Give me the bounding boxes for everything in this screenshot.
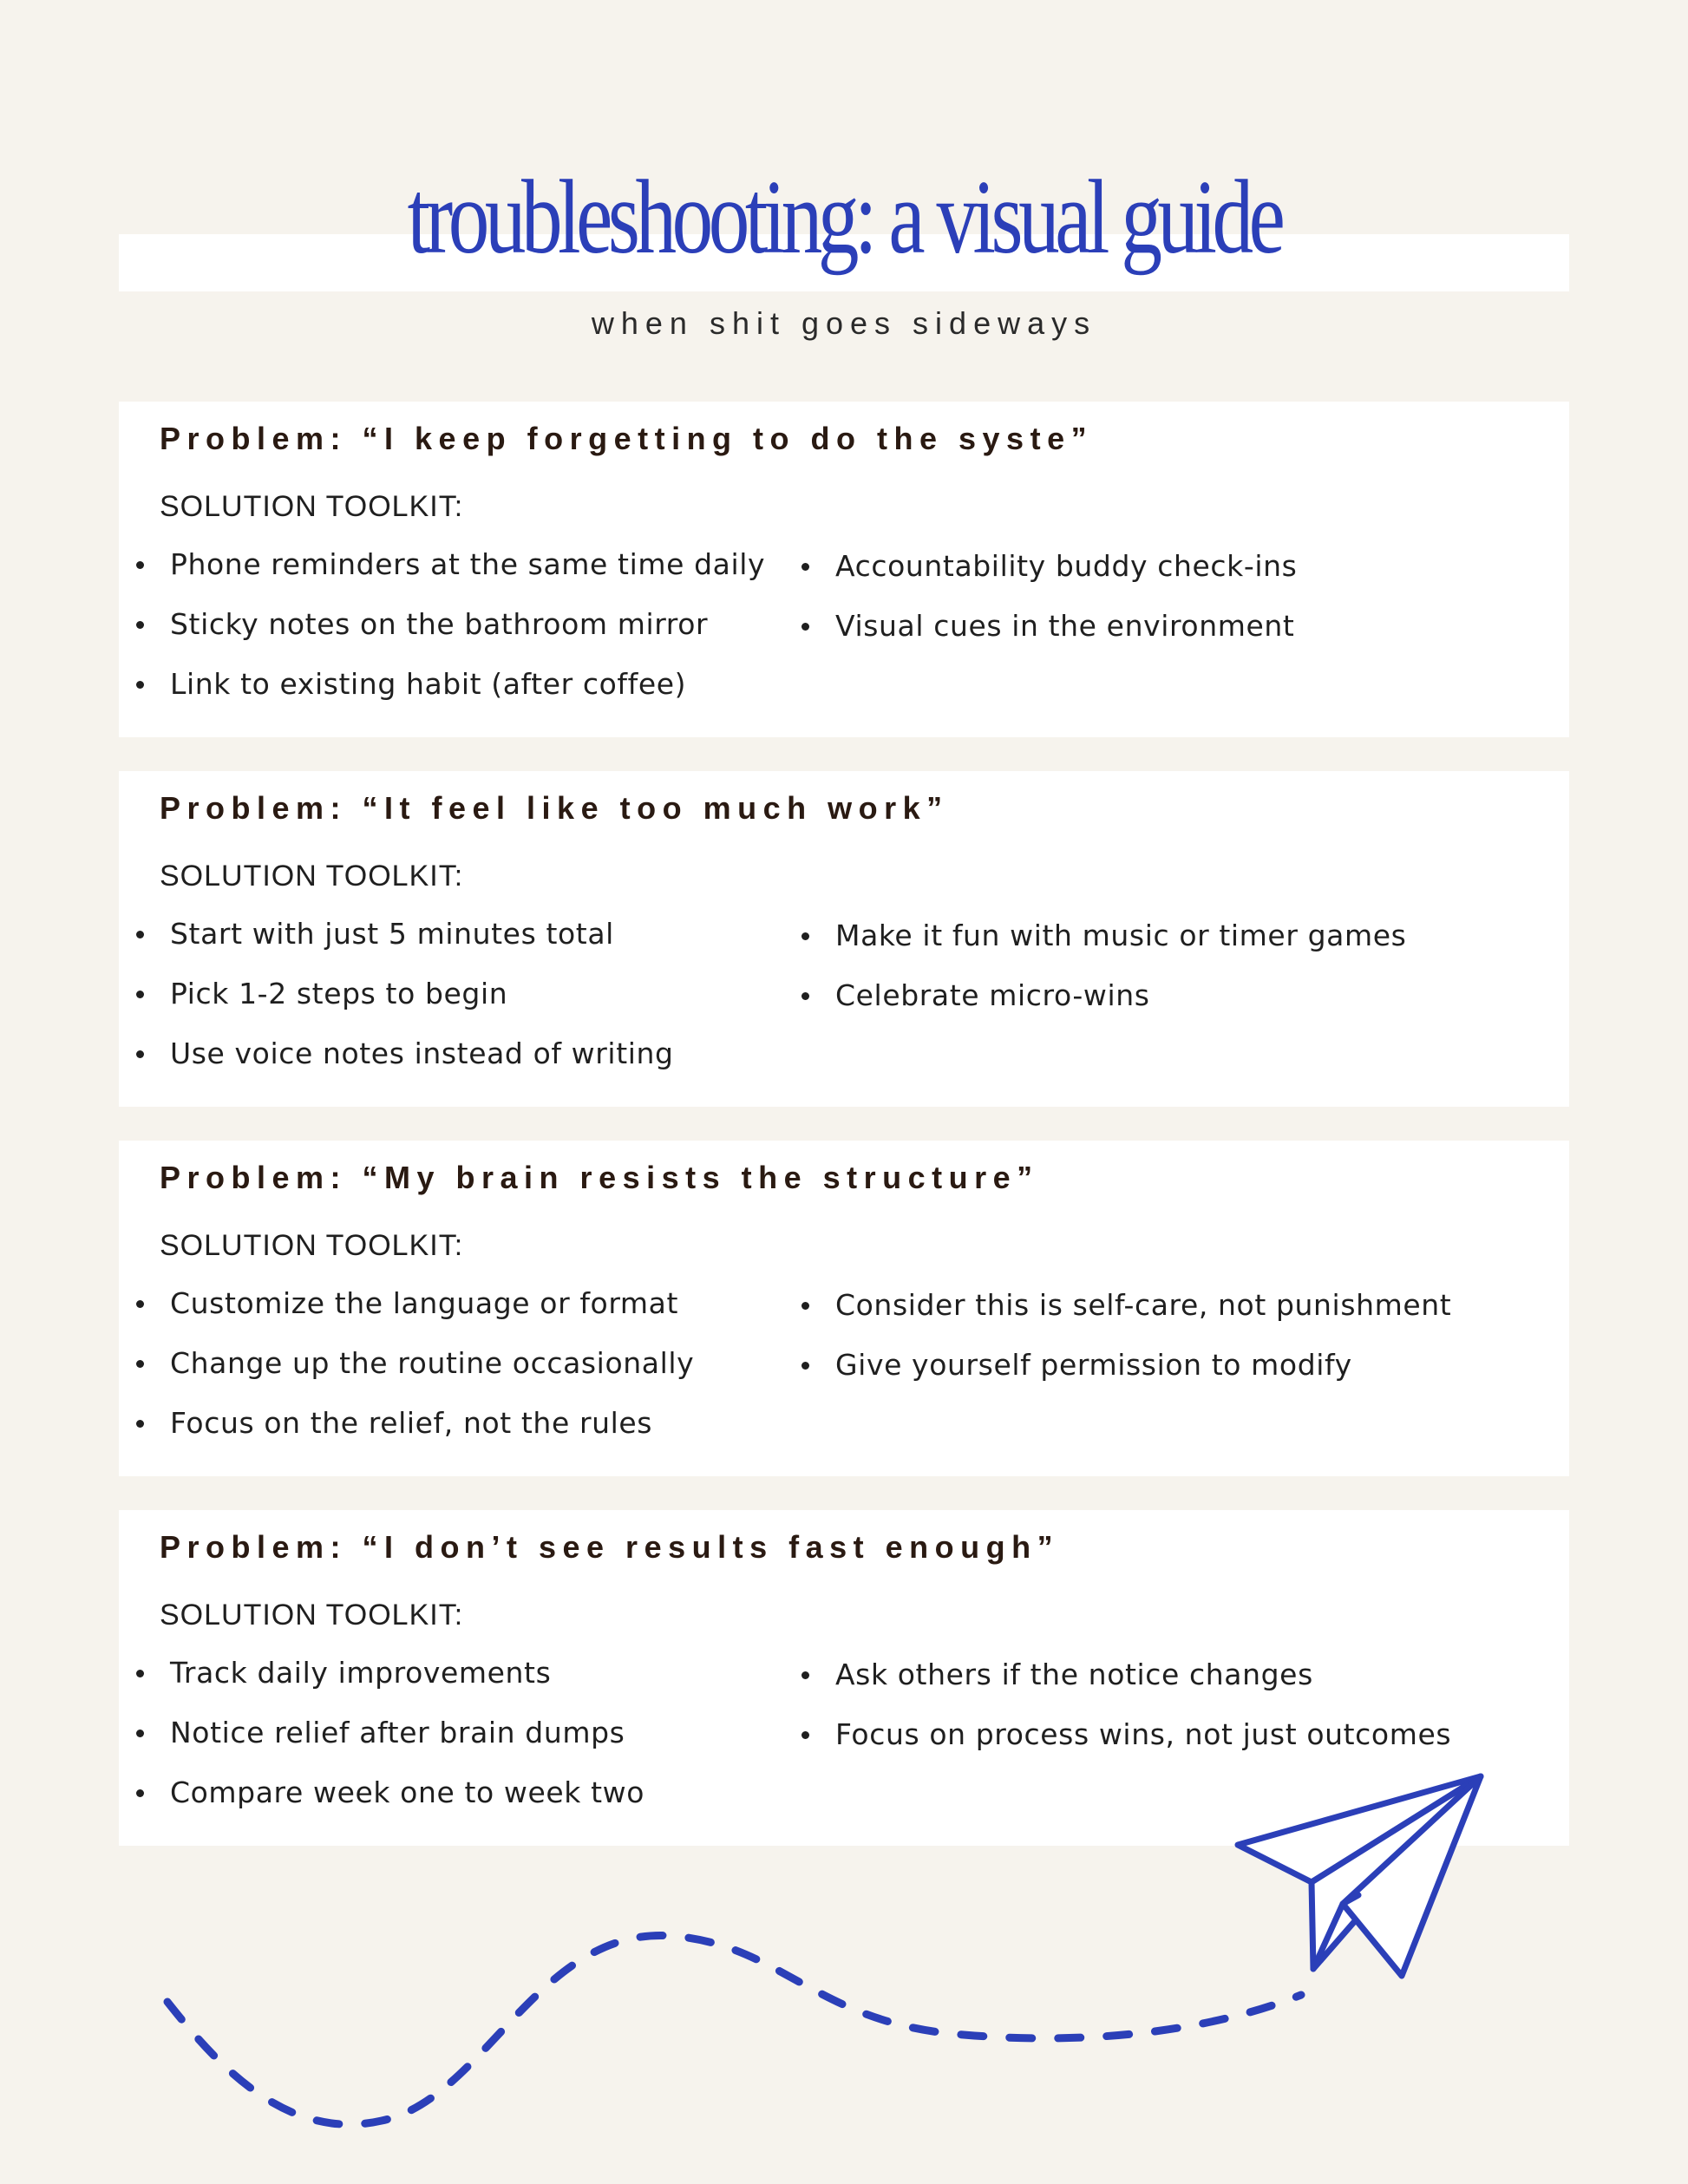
list-item: Track daily improvements [119, 1656, 644, 1716]
dashed-flight-path-icon [167, 1935, 1301, 2124]
list-item: Make it fun with music or timer games [784, 919, 1406, 978]
list-item: Consider this is self-care, not punishment [784, 1288, 1451, 1348]
list-item: Link to existing habit (after coffee) [119, 667, 765, 727]
list-item: Celebrate micro-wins [784, 978, 1406, 1038]
list-item: Visual cues in the environment [784, 609, 1297, 669]
list-item: Customize the language or format [119, 1286, 694, 1346]
solution-toolkit-label: SOLUTION TOOLKIT: [160, 1599, 464, 1631]
list-item: Phone reminders at the same time daily [119, 547, 765, 607]
problem-heading: Problem: “I don’t see results fast enough” [160, 1529, 1060, 1565]
list-item: Start with just 5 minutes total [119, 917, 674, 977]
page-title: troubleshooting: a visual guide [407, 159, 1281, 276]
list-item: Use voice notes instead of writing [119, 1036, 674, 1096]
solution-toolkit-label: SOLUTION TOOLKIT: [160, 490, 464, 523]
list-item: Give yourself permission to modify [784, 1348, 1451, 1408]
list-item: Change up the routine occasionally [119, 1346, 694, 1406]
list-item: Ask others if the notice changes [784, 1658, 1451, 1717]
list-item: Notice relief after brain dumps [119, 1716, 644, 1775]
solution-toolkit-label: SOLUTION TOOLKIT: [160, 860, 464, 893]
list-item: Focus on the relief, not the rules [119, 1406, 694, 1466]
page-subtitle: when shit goes sideways [591, 305, 1097, 341]
list-item: Pick 1-2 steps to begin [119, 977, 674, 1036]
problem-heading: Problem: “My brain resists the structure” [160, 1160, 1039, 1195]
paper-plane-icon [1238, 1776, 1481, 1976]
list-item: Compare week one to week two [119, 1775, 644, 1835]
problem-heading: Problem: “It feel like too much work” [160, 790, 949, 826]
problem-heading: Problem: “I keep forgetting to do the syste” [160, 421, 1094, 456]
list-item: Sticky notes on the bathroom mirror [119, 607, 765, 667]
solution-toolkit-label: SOLUTION TOOLKIT: [160, 1229, 464, 1262]
list-item: Accountability buddy check-ins [784, 549, 1297, 609]
list-item: Focus on process wins, not just outcomes [784, 1717, 1451, 1777]
